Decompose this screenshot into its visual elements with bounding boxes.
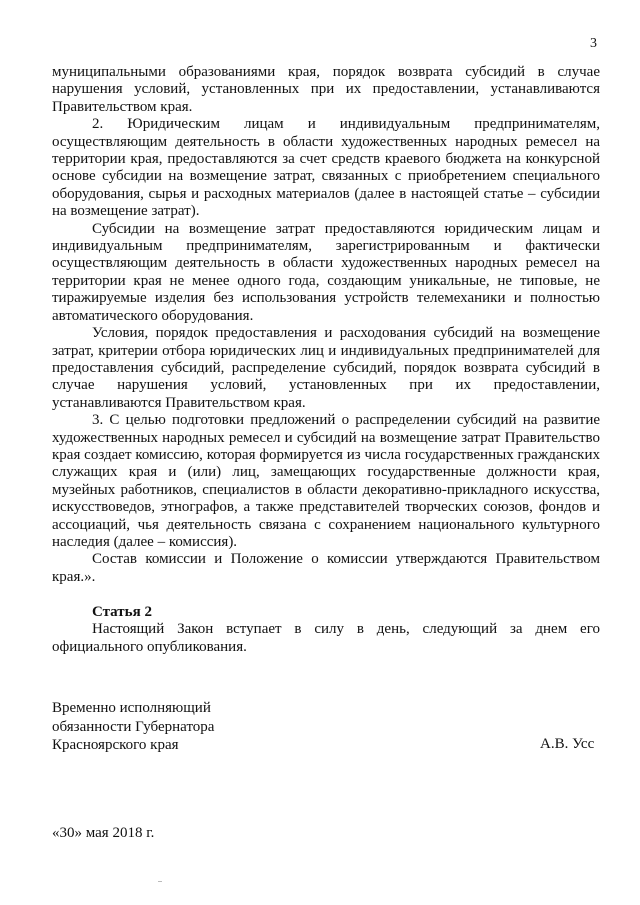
- article-2: [52, 604, 600, 656]
- signature-block: [52, 699, 214, 755]
- article-heading: Статья 2: [92, 604, 152, 620]
- document-body: [52, 64, 600, 586]
- page-number: 3: [590, 36, 597, 51]
- article-text: Настоящий Закон вступает в силу в день, следующий за днем его официального опубликования.: [52, 621, 600, 655]
- signature-title-line-2: обязанности Губернатора: [52, 718, 215, 735]
- paragraph-1: муниципальными образованиями края, порядок возврата субсидий в случае нарушения условий, установленных при их предоставлении, устанавливаются Правительством края.: [52, 64, 600, 115]
- scan-mark: [158, 881, 162, 882]
- paragraph-3: Субсидии на возмещение затрат предоставляются юридическим лицам и индивидуальным предпринимателям, зарегистрированным и фактически осуществляющим деятельность в области художественных народных ремесел на территории края не менее одного года, создающим уникальные, не типовые, не тиражируемые изделия без использования устройств телемеханики и полностью автоматического оборудования.: [52, 220, 600, 324]
- signer-name: А.В. Усс: [540, 736, 595, 752]
- signature-title-line-3: Красноярского края: [52, 737, 179, 753]
- paragraph-5: 3. С целью подготовки предложений о распределении субсидий на развитие художественных народных ремесел и субсидий на возмещение затрат Правительство края создает комиссию, которая формируется из числа государственных гражданских служащих края и (или) лиц, замещающих государственные должности края, музейных работников, специалистов в области декоративно-прикладного искусства, искусствоведов, этнографов, а также представителей творческих союзов, фондов и ассоциаций, чья деятельность связана с сохранением национального культурного наследия (далее – комиссия).: [52, 412, 600, 550]
- paragraph-2: 2. Юридическим лицам и индивидуальным предпринимателям, осуществляющим деятельность в области художественных народных ремесел на территории края, предоставляются за счет средств краевого бюджета на конкурсной основе субсидии на возмещение затрат, связанных с приобретением специального оборудования, сырья и расходных материалов (далее в настоящей статье – субсидии на возмещение затрат).: [52, 116, 600, 220]
- paragraph-4: Условия, порядок предоставления и расходования субсидий на возмещение затрат, критерии отбора юридических лиц и индивидуальных предпринимателей для предоставления субсидий, распределение субсидий, порядок возврата субсидий в случае нарушения условий, установленных при их предоставлении, устанавливаются Правительством края.: [52, 325, 600, 411]
- signature-title-line-1: Временно исполняющий: [52, 700, 211, 716]
- document-date: «30» мая 2018 г.: [52, 825, 155, 841]
- paragraph-6: Состав комиссии и Положение о комиссии утверждаются Правительством края.».: [52, 551, 600, 585]
